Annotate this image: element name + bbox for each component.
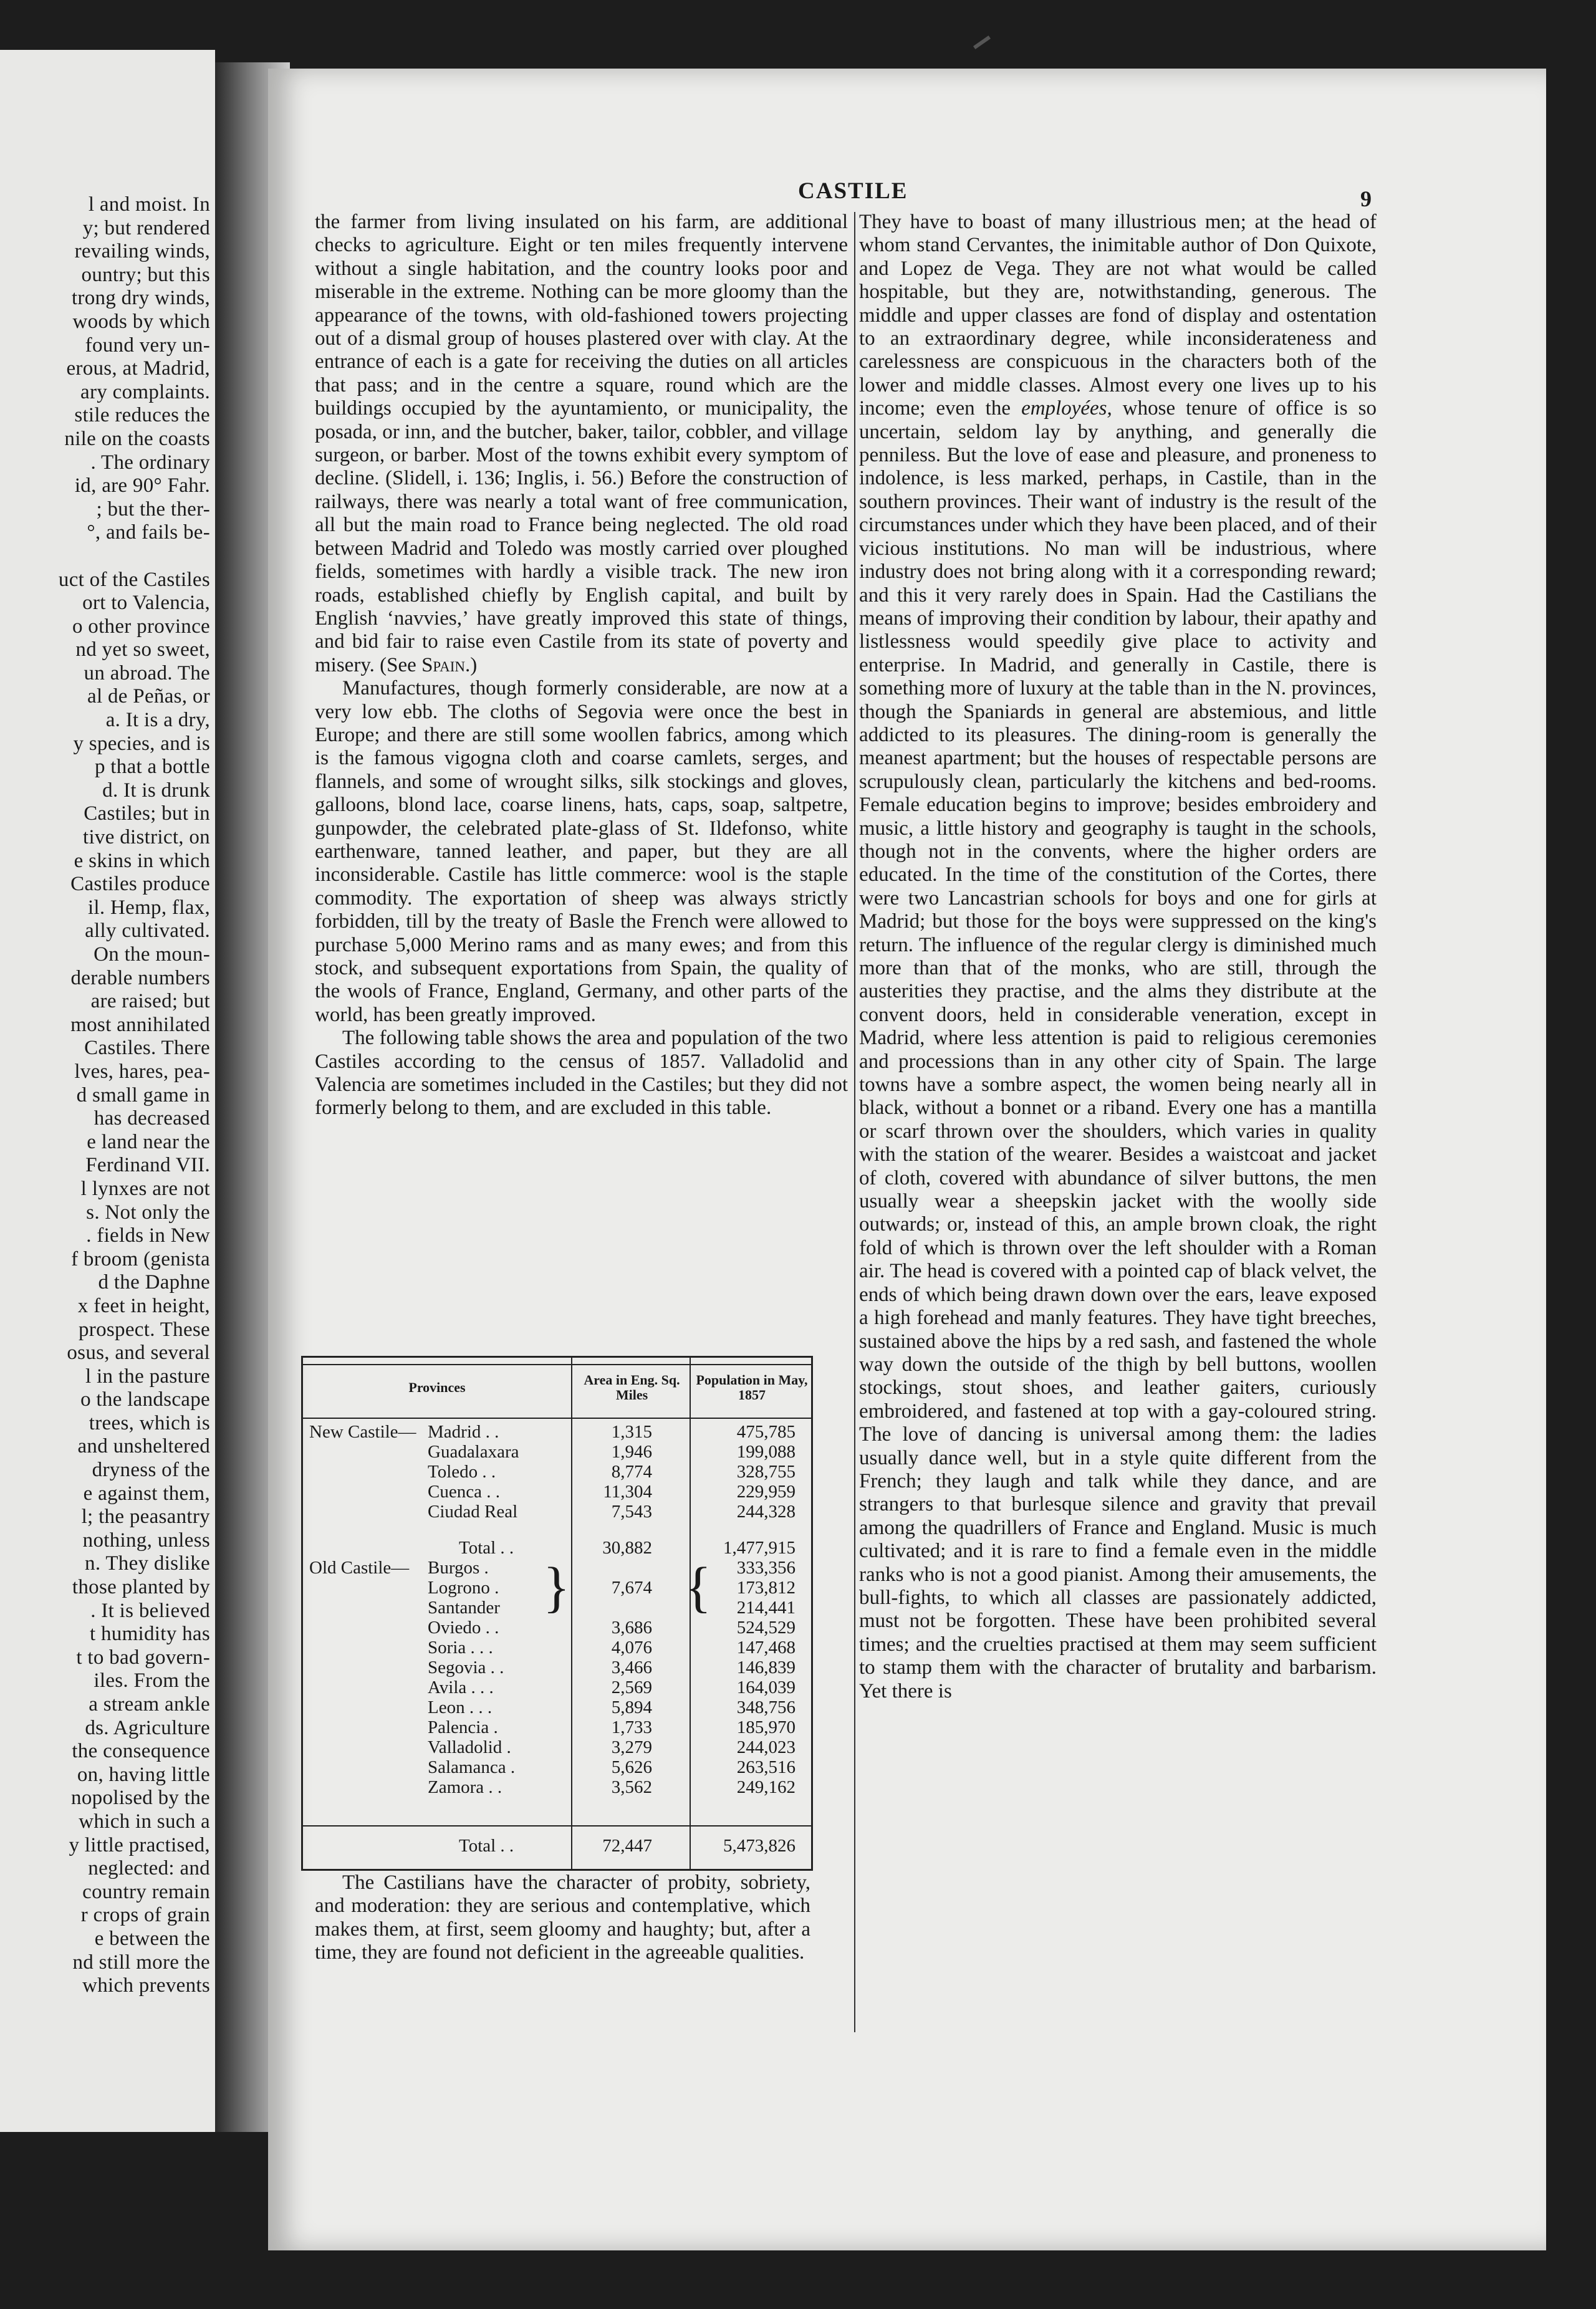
header-area: Area in Eng. Sq. Miles <box>584 1372 680 1403</box>
population-value: 147,468 <box>736 1638 796 1658</box>
province-name: Burgos . <box>428 1558 489 1578</box>
area-value: 3,686 <box>611 1618 652 1638</box>
facing-page-line: a stream ankle <box>89 1693 210 1716</box>
area-value: 3,466 <box>611 1658 652 1678</box>
facing-page-line: Castiles; but in <box>84 802 210 825</box>
population-value: 164,039 <box>736 1678 796 1697</box>
facing-page-line: On the moun- <box>94 943 210 966</box>
facing-page-text <box>0 193 210 1998</box>
population-value: 199,088 <box>736 1442 796 1462</box>
area-value: 5,626 <box>611 1757 652 1777</box>
facing-page-line: country remain <box>82 1880 210 1903</box>
province-name: Oviedo . . <box>428 1618 499 1638</box>
facing-page-line: nothing, unless <box>82 1529 210 1552</box>
province-name: Salamanca . <box>428 1757 516 1777</box>
area-value: 1,946 <box>611 1442 652 1462</box>
facing-page-line: id, are 90° Fahr. <box>74 474 210 497</box>
facing-page-line: il. Hemp, flax, <box>87 896 210 919</box>
facing-page-line: trees, which is <box>89 1411 210 1434</box>
facing-page-line: ds. Agriculture <box>85 1716 210 1739</box>
right-text-column <box>859 211 1377 1703</box>
subtotal-label: Total . . <box>459 1538 514 1558</box>
facing-page-line: on, having little <box>77 1763 210 1786</box>
area-value: 4,076 <box>611 1638 652 1658</box>
region-label: Old Castile— <box>309 1558 410 1578</box>
facing-page-line: woods by which <box>72 310 210 333</box>
facing-page-line: ally cultivated. <box>85 919 210 943</box>
column-rule <box>854 212 855 2032</box>
region-label: New Castile— <box>309 1422 416 1442</box>
facing-page-line: found very un- <box>85 334 210 357</box>
facing-page-line: e skins in which <box>74 849 210 872</box>
facing-page-line: . It is believed <box>90 1599 210 1622</box>
facing-page-line: d. It is drunk <box>102 779 210 802</box>
facing-page-line: derable numbers <box>70 966 210 989</box>
facing-page-line: al de Peñas, or <box>87 685 210 708</box>
facing-page-line: t to bad govern- <box>76 1646 210 1669</box>
province-name: Segovia . . <box>428 1658 504 1678</box>
population-value: 263,516 <box>736 1757 796 1777</box>
facing-page-line: n. They dislike <box>85 1552 210 1575</box>
province-name: Soria . . . <box>428 1638 493 1658</box>
facing-page-fragment <box>0 50 215 2132</box>
facing-page-line: e land near the <box>87 1130 210 1153</box>
facing-page-line: o the landscape <box>80 1388 210 1411</box>
province-name: Guadalaxara <box>428 1442 519 1462</box>
facing-page-line: l; the peasantry <box>81 1505 210 1529</box>
population-value: 348,756 <box>736 1697 796 1717</box>
facing-page-line: erous, at Madrid, <box>66 357 210 380</box>
population-value: 173,812 <box>736 1578 796 1598</box>
facing-page-line: ort to Valencia, <box>82 592 210 615</box>
population-value: 333,356 <box>736 1558 796 1578</box>
population-value: 328,755 <box>736 1462 796 1482</box>
area-value: 5,894 <box>611 1697 652 1717</box>
subtotal-area: 30,882 <box>602 1538 652 1558</box>
facing-page-line: o other province <box>72 615 210 638</box>
paragraph-customs: They have to boast of many illustrious men; at the head of whom stand Cervantes, the inimitable author of Don Quixote, and Lopez de Vega. They are not what would be called hospitable, but they are, notwithstanding, generous. The middle and upper classes are fond of display and ostentation to an extraordinary degree, while inconsiderateness and carelessness are conspicuous in the characters both of the lower and middle classes. Almost every one lives up to his income; even the employées, whose tenure of office is so uncertain, seldom lay by anything, and generally die penniless. But the love of ease and pleasure, and proneness to indolence, is less marked, perhaps, in Castile, than in the southern provinces. Their want of industry is the result of the circumstances under which they have been placed, and of their vicious institutions. No man will be industrious, where industry does not bring along with it a corresponding reward; and this it very rarely does in Spain. Had the Castilians the means of improving their condition by labour, their apathy and listlessness would speedily give place to activity and enterprise. In Madrid, and generally in Castile, there is something more of luxury at the table than in the N. provinces, though the Spaniards in general are abstemious, and little addicted to its pleasures. The dining-room is generally the meanest apartment; but the houses of respectable persons are scrupulously clean, particularly the kitchens and bed-rooms. Female education begins to improve; besides embroidery and music, a little history and geography is taught in the schools, though not in the convents, where the higher orders are educated. In the time of the constitution of the Cortes, there were two Lancastrian schools for boys and one for girls at Madrid; but those for the boys were suppressed on the king's return. The influence of the regular clergy is diminished much more than that of the monks, who are still, through the austerities they practise, and the alms they distribute at the convent doors, held in considerable veneration, except in Madrid, where less attention is paid to religious ceremonies and processions than in any other city of Spain. The large towns have a sombre aspect, the women being nearly all in black, without a bonnet or a riband. Every one has a mantilla or scarf thrown over the shoulders, which varies in quality with the station of the wearer. Besides a waistcoat and jacket of cloth, covered with abundance of silver buttons, the men usually wear a sheepskin jacket with the woolly side outwards; or, instead of this, an ample brown cloak, the right fold of which is thrown over the left shoulder with a Roman air. The head is covered with a pointed cap of black velvet, the ends of which being drawn down over the ears, leave exposed a high forehead and manly features. They have tight breeches, sustained above the hips by a red sash, and fastened the whole way down the outside of the thigh by bell buttons, woollen stockings, stout shoes, and leather gaiters, curiously embroidered, and fastened at top with a gay-coloured string. The love of dancing is universal among them: the ladies usually dance well, but in a style quite different from the French; they laugh and talk while they dance, and are strangers to that burlesque silence and gravity that prevail among the quadrillers of France and England. Music is much cultivated; and it is rare to find a female even in the middle ranks who is not a good pianist. Among their amusements, the bull-fights, to which all classes are passionately addicted, must not be forgotten. These have been prohibited several times; and the cruelties practised at them may seem sufficient to stamp them with the character of brutality and barbarism. Yet there is <box>859 211 1377 1702</box>
facing-page-line: osus, and several <box>67 1342 210 1365</box>
province-name: Avila . . . <box>428 1678 494 1697</box>
facing-page-line: y species, and is <box>73 732 210 755</box>
facing-page-line: ; but the ther- <box>96 497 210 521</box>
area-value: 1,315 <box>611 1422 652 1442</box>
facing-page-line: y little practised, <box>69 1833 210 1856</box>
facing-page-line: °, and fails be- <box>87 521 210 544</box>
facing-page-line: e against them, <box>83 1482 210 1505</box>
facing-page-line: nopolised by the <box>71 1787 210 1810</box>
facing-page-line: l in the pasture <box>85 1365 210 1388</box>
paragraph-character: The Castilians have the character of probity, sobriety, and moderation: they are serious and contemplative, which makes them, at first, seem gloomy and haughty; but, after a time, they are found not deficient in the agreeable qualities. <box>315 1871 810 1964</box>
province-name: Leon . . . <box>428 1697 493 1717</box>
header-provinces: Provinces <box>408 1380 466 1395</box>
facing-page-line: and unsheltered <box>77 1435 210 1458</box>
province-name: Palencia . <box>428 1717 498 1737</box>
paragraph-table-intro: The following table shows the area and population of the two Castiles according to the census of 1857. Valladolid and Valencia are sometimes included in the Castiles; but they did not formerly belong to them, and are excluded in this table. <box>315 1027 848 1120</box>
facing-page-line: nile on the coasts <box>64 427 210 450</box>
facing-page-line: uct of the Castiles <box>58 568 210 591</box>
scan-mark <box>973 36 991 49</box>
population-value: 185,970 <box>736 1717 796 1737</box>
facing-page-line: l and moist. In <box>88 193 210 216</box>
facing-page-line <box>0 545 210 569</box>
facing-page-line: e between the <box>94 1927 210 1950</box>
facing-page-line: which prevents <box>82 1974 210 1997</box>
facing-page-line: p that a bottle <box>94 756 210 779</box>
facing-page-line: ountry; but this <box>81 263 210 286</box>
population-value: 475,785 <box>736 1422 796 1442</box>
total-population: 5,473,826 <box>723 1836 796 1856</box>
facing-page-line: trong dry winds, <box>71 287 210 310</box>
brace: } <box>543 1557 570 1618</box>
facing-page-line: y; but rendered <box>82 216 210 239</box>
facing-page-line: revailing winds, <box>74 240 210 263</box>
facing-page-line: . The ordinary <box>90 451 210 474</box>
population-value: 524,529 <box>736 1618 796 1638</box>
population-value: 244,328 <box>736 1502 796 1522</box>
facing-page-line: those planted by <box>72 1576 210 1599</box>
facing-page-line: a. It is a dry, <box>105 709 210 732</box>
facing-page-line: nd still more the <box>72 1951 210 1974</box>
facing-page-line: most annihilated <box>70 1013 210 1036</box>
facing-page-line: iles. From the <box>94 1669 210 1692</box>
facing-page-line: tive district, on <box>83 826 210 849</box>
facing-page-line: Castiles. There <box>84 1037 210 1060</box>
facing-page-line: which in such a <box>79 1810 210 1833</box>
facing-page-line: stile reduces the <box>74 404 210 427</box>
area-value: 3,562 <box>611 1777 652 1797</box>
province-name: Logrono . <box>428 1578 499 1598</box>
province-name: Ciudad Real <box>428 1502 518 1522</box>
left-text-column-bottom <box>315 1871 810 1965</box>
population-value: 229,959 <box>736 1482 796 1502</box>
area-value: 7,543 <box>611 1502 652 1522</box>
facing-page-line: x feet in height, <box>77 1294 210 1317</box>
page-number: 9 <box>1360 186 1372 211</box>
running-title: CASTILE <box>798 178 908 204</box>
facing-page-line: f broom (genista <box>71 1247 210 1270</box>
facing-page-line: Ferdinand VII. <box>85 1154 210 1177</box>
total-label: Total . . <box>459 1836 514 1856</box>
facing-page-line: are raised; but <box>90 990 210 1013</box>
subtotal-population: 1,477,915 <box>723 1538 796 1558</box>
header-population: Population in May, 1857 <box>696 1372 808 1403</box>
facing-page-line: r crops of grain <box>80 1904 210 1927</box>
facing-page-line: prospect. These <box>79 1318 210 1341</box>
province-name: Zamora . . <box>428 1777 502 1797</box>
population-table <box>301 1356 813 1871</box>
facing-page-line: Castiles produce <box>70 873 210 896</box>
facing-page-line: d small game in <box>76 1083 210 1106</box>
total-area: 72,447 <box>602 1836 652 1856</box>
left-text-column <box>315 211 848 1120</box>
population-value: 146,839 <box>736 1658 796 1678</box>
province-name: Santander <box>428 1598 500 1618</box>
facing-page-line: . fields in New <box>86 1224 210 1247</box>
facing-page-line: neglected: and <box>88 1857 210 1880</box>
facing-page-line: s. Not only the <box>86 1201 210 1224</box>
area-value: 2,569 <box>611 1678 652 1697</box>
population-value: 249,162 <box>736 1777 796 1797</box>
province-name: Toledo . . <box>428 1462 496 1482</box>
province-name: Cuenca . . <box>428 1482 500 1502</box>
facing-page-line: ary complaints. <box>80 380 210 403</box>
facing-page-line: l lynxes are not <box>80 1177 210 1200</box>
facing-page-line: un abroad. The <box>84 661 210 684</box>
facing-page-line: t humidity has <box>89 1623 210 1646</box>
province-name: Madrid . . <box>428 1422 499 1442</box>
facing-page-line: d the Daphne <box>98 1271 210 1294</box>
facing-page-line: the consequence <box>72 1740 210 1763</box>
facing-page-line: dryness of the <box>92 1459 210 1482</box>
facing-page-line: lves, hares, pea- <box>74 1060 210 1083</box>
area-value: 1,733 <box>611 1717 652 1737</box>
facing-page-line: nd yet so sweet, <box>75 638 210 661</box>
facing-page-line: has decreased <box>94 1107 210 1130</box>
area-value: 7,674 <box>611 1578 652 1598</box>
area-value: 3,279 <box>611 1737 652 1757</box>
population-value: 214,441 <box>736 1598 796 1618</box>
province-name: Valladolid . <box>428 1737 511 1757</box>
area-value: 11,304 <box>603 1482 652 1502</box>
population-value: 244,023 <box>736 1737 796 1757</box>
brace: { <box>685 1557 712 1618</box>
paragraph-roads: the farmer from living insulated on his farm, are additional checks to agriculture. Eight or ten miles frequently intervene without a single habitation, and the country looks poor and miserable in the extreme. Nothing can be more gloomy than the appearance of the towns, with old-fashioned towers projecting out of a dismal group of houses plastered over with clay. At the entrance of each is a gate for receiving the duties on all articles that pass; and in the centre a square, round which are the buildings occupied by the ayuntamiento, or municipality, the posada, or inn, and the butcher, baker, tailor, cobbler, and village surgeon, or barber. Most of the towns exhibit every symptom of decline. (Slidell, i. 136; Inglis, i. 56.) Before the construction of railways, there was nearly a total want of free communication, all but the main road to France being neglected. The old road between Madrid and Toledo was mostly carried over ploughed fields, sometimes with hardly a visible track. The new iron roads, established chiefly by English capital, and built by English ‘navvies,’ have greatly improved this state of things, and bid fair to raise even Castile from its state of poverty and misery. (See Spain.) <box>315 211 848 676</box>
paragraph-manufactures: Manufactures, though formerly considerable, are now at a very low ebb. The cloths of Segovia were once the best in Europe; and there are still some woollen fabrics, among which is the famous vigogna cloth and coarse camlets, serges, and flannels, and some of wrought silks, silk stockings and gloves, galloons, blond lace, coarse linens, hats, caps, soap, saltpetre, gunpowder, the celebrated plate-glass of St. Ildefonso, white earthenware, tanned leather, and paper, but they are all inconsiderable. Castile has little commerce: wool is the staple commodity. The exportation of sheep was always strictly forbidden, till by the treaty of Basle the French were allowed to purchase 5,000 Merino rams and as many ewes; and from this stock, and subsequent exportations from Spain, the quality of the wools of France, England, Germany, and other parts of the world, has been greatly improved. <box>315 677 848 1026</box>
area-value: 8,774 <box>611 1462 652 1482</box>
